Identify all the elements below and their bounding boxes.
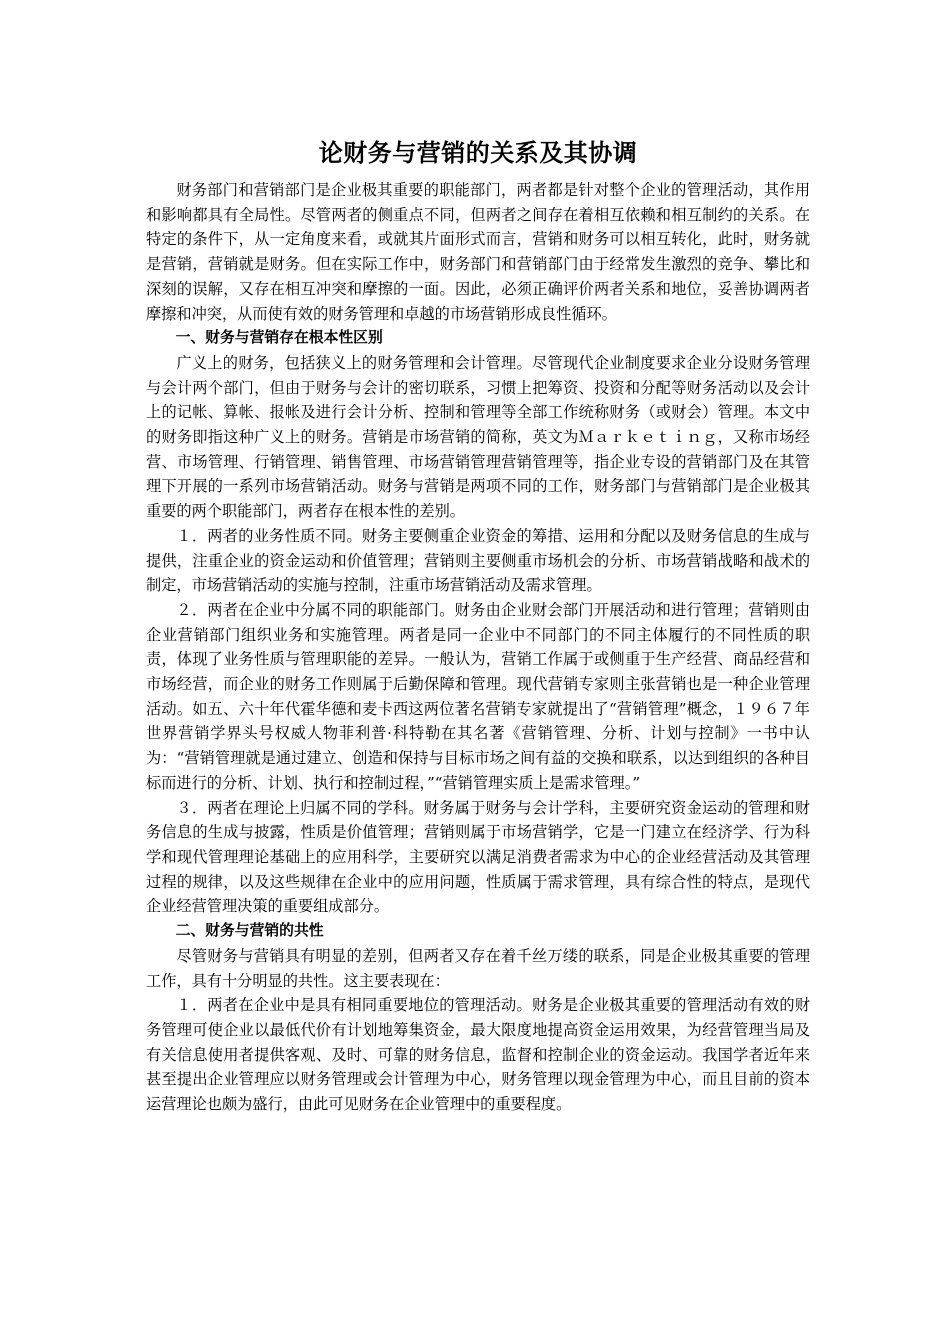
intro-paragraph: 财务部门和营销部门是企业极其重要的职能部门，两者都是针对整个企业的管理活动，其作用和影响都具有全局性。尽管两者的侧重点不同，但两者之间存在着相互依赖和相互制约的关系。在特定的条件下，从一定角度来看，或就其片面形式而言，营销和财务可以相互转化，此时，财务就是营销，营销就是财务。但在实际工作中，财务部门和营销部门由于经常发生激烈的竞争、攀比和深刻的误解，又存在相互冲突和摩擦的一面。因此，必须正确评价两者关系和地位，妥善协调两者摩擦和冲突，从而使有效的财务管理和卓越的市场营销形成良性循环。 [146,181,810,323]
section-2-paragraph-2: １．两者在企业中是具有相同重要地位的管理活动。财务是企业极其重要的管理活动有效的财务管理可使企业以最低代价有计划地筹集资金，最大限度地提高资金运用效果，为经营管理当局及有关信息使用者提供客观、及时、可靠的财务信息，监督和控制企业的资金运动。我国学者近年来甚至提出企业管理应以财务管理或会计管理为中心，财务管理以现金管理为中心，而且目前的资本运营理论也颇为盛行，由此可见财务在企业管理中的重要程度。 [146,996,810,1114]
document-page [146,128,810,1117]
document-title: 论财务与营销的关系及其协调 [318,139,638,167]
section-1-heading: 一、财务与营销存在根本性区别 [175,329,383,347]
section-1-paragraph-3: ２．两者在企业中分属不同的职能部门。财务由企业财会部门开展活动和进行管理；营销则由企业营销部门组织业务和实施管理。两者是同一企业中不同部门的不同主体履行的不同性质的职责，体现了业务性质与管理职能的差异。一般认为，营销工作属于或侧重于生产经营、商品经营和市场经营，而企业的财务工作则属于后勤保障和管理。现代营销专家则主张营销也是一种企业管理活动。如五、六十年代霍华德和麦卡西这两位著名营销专家就提出了“营销管理”概念，１９６７年世界营销学界头号权威人物菲利普·科特勒在其名著《营销管理、分析、计划与控制》一书中认为：“营销管理就是通过建立、创造和保持与目标市场之间有益的交换和联系，以达到组织的各种目标而进行的分析、计划、执行和控制过程，”“营销管理实质上是需求管理。” [146,600,810,792]
section-2-paragraph-1: 尽管财务与营销具有明显的差别，但两者又存在着千丝万缕的联系，同是企业极其重要的管理工作，具有十分明显的共性。这主要表现在： [146,946,810,990]
section-2-heading: 二、财务与营销的共性 [175,922,324,940]
section-1-paragraph-1: 广义上的财务，包括狭义上的财务管理和会计管理。尽管现代企业制度要求企业分设财务管理与会计两个部门，但由于财务与会计的密切联系，习惯上把筹资、投资和分配等财务活动以及会计上的记帐、算帐、报帐及进行会计分析、控制和管理等全部工作统称财务（或财会）管理。本文中的财务即指这种广义上的财务。营销是市场营销的简称，英文为Ｍａｒｋｅｔｉｎｇ，又称市场经营、市场管理、行销管理、销售管理、市场营销管理营销管理等，指企业专设的营销部门及在其管理下开展的一系列市场营销活动。财务与营销是两项不同的工作，财务部门与营销部门是企业极其重要的两个职能部门，两者存在根本性的差别。 [146,353,810,521]
section-1-paragraph-4: ３．两者在理论上归属不同的学科。财务属于财务与会计学科，主要研究资金运动的管理和财务信息的生成与披露，性质是价值管理；营销则属于市场营销学，它是一门建立在经济学、行为科学和现代管理理论基础上的应用科学，主要研究以满足消费者需求为中心的企业经营活动及其管理过程的规律，以及这些规律在企业中的应用问题，性质属于需求管理，具有综合性的特点，是现代企业经营管理决策的重要组成部分。 [146,798,810,916]
section-1-paragraph-2: １．两者的业务性质不同。财务主要侧重企业资金的筹措、运用和分配以及财务信息的生成与提供，注重企业的资金运动和价值管理；营销则主要侧重市场机会的分析、市场营销战略和战术的制定，市场营销活动的实施与控制，注重市场营销活动及需求管理。 [146,526,810,595]
